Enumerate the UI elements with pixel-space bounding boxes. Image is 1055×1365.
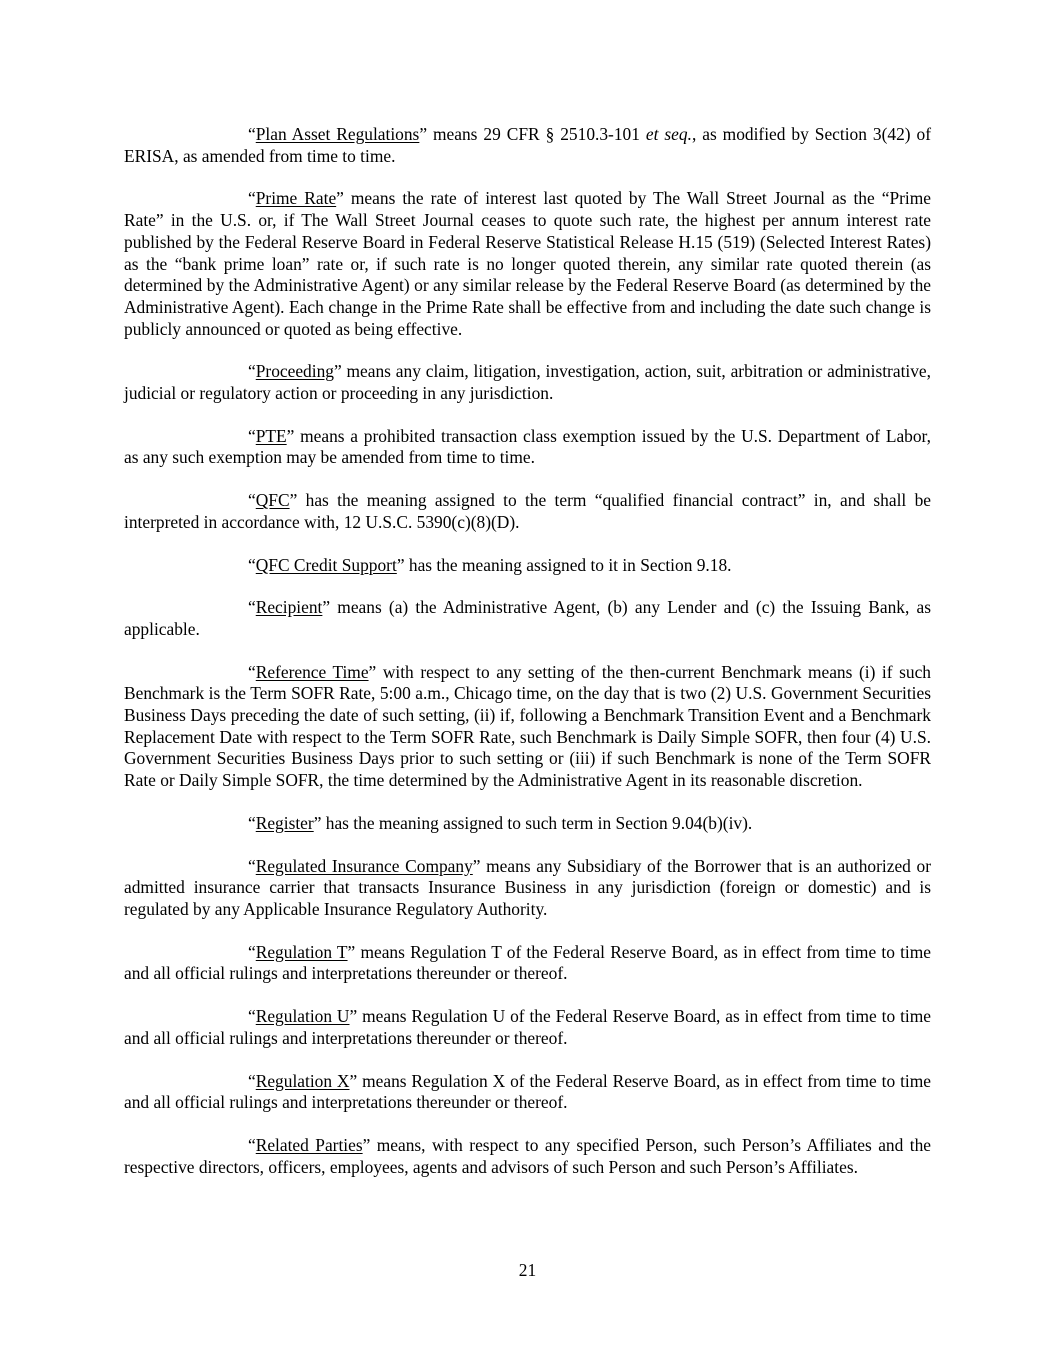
open-quote: “	[248, 361, 256, 382]
open-quote: “	[248, 124, 256, 144]
defined-term: Regulation U	[255, 1006, 350, 1027]
open-quote: “	[248, 597, 256, 618]
document-page	[124, 124, 931, 1199]
definition-text: ” means any Subsidiary of the Borrower that is an authorized or admitted insurance carrier that transacts Insurance Business in any jurisdiction (foreign or domestic) and is regulated by any Applicable Insurance Regulatory Authority.	[124, 855, 931, 919]
definition-text: ” has the meaning assigned to such term in Section 9.04(b)(iv).	[313, 812, 753, 833]
definition-regulation-u	[124, 1006, 931, 1049]
defined-term: Regulation T	[255, 941, 348, 962]
definition-regulation-t	[124, 942, 931, 985]
definition-text: ” means (a) the Administrative Agent, (b) any Lender and (c) the Issuing Bank, as applicable.	[124, 597, 931, 639]
defined-term: Proceeding	[255, 361, 334, 382]
definition-qfc-credit-support	[124, 555, 931, 577]
definition-text: ” with respect to any setting of the then-current Benchmark means (i) if such Benchmark is the Term SOFR Rate, 5:00 a.m., Chicago time, on the day that is two (2) U.S. Government Securities Business Days preceding the date of such setting, (ii) if, following a Benchmark Transition Event and a Benchmark Replacement Date with respect to the Term SOFR Rate, such Benchmark is Daily Simple SOFR, then four (4) U.S. Government Securities Business Days prior to such setting or (iii) if such Benchmark is none of the Term SOFR Rate or Daily Simple SOFR, the time determined by the Administrative Agent in its reasonable discretion.	[124, 661, 931, 791]
open-quote: “	[248, 490, 256, 511]
definition-text: ” means the rate of interest last quoted by The Wall Street Journal as the “Prime Rate” in the U.S. or, if The Wall Street Journal ceases to quote such rate, the highest per annum interest rate published by the Federal Reserve Board in Federal Reserve Statistical Release H.15 (519) (Selected Interest Rates) as the “bank prime loan” rate or, if such rate is no longer quoted therein, any similar rate quoted therein (as determined by the Administrative Agent) or any similar release by the Federal Reserve Board (as determined by the Administrative Agent). Each change in the Prime Rate shall be effective from and including the date such change is publicly announced or quoted as being effective.	[124, 188, 931, 339]
defined-term: Reference Time	[255, 661, 369, 682]
defined-term: Regulation X	[255, 1070, 350, 1091]
definition-text: ” has the meaning assigned to it in Section 9.18.	[396, 554, 732, 575]
definition-related-parties	[124, 1135, 931, 1178]
definition-prime-rate	[124, 188, 931, 340]
definition-regulation-x	[124, 1071, 931, 1114]
defined-term: QFC	[255, 490, 290, 511]
defined-term: PTE	[255, 425, 287, 446]
definition-pte	[124, 426, 931, 469]
defined-term: QFC Credit Support	[255, 554, 397, 575]
definition-regulated-insurance-company	[124, 856, 931, 921]
definition-text: ” means 29 CFR § 2510.3-101	[419, 124, 646, 144]
definition-qfc	[124, 490, 931, 533]
defined-term: Recipient	[255, 597, 323, 618]
definition-text: ” means Regulation U of the Federal Reserve Board, as in effect from time to time and all official rulings and interpretations thereunder or thereof.	[124, 1006, 931, 1048]
definition-text: ” has the meaning assigned to the term “qualified financial contract” in, and shall be interpreted in accordance with, 12 U.S.C. 5390(c)(8)(D).	[124, 490, 931, 532]
definition-text: ” means, with respect to any specified Person, such Person’s Affiliates and the respective directors, officers, employees, agents and advisors of such Person and such Person’s Affiliates.	[124, 1134, 931, 1177]
definition-text: ” means Regulation X of the Federal Reserve Board, as in effect from time to time and all official rulings and interpretations thereunder or thereof.	[124, 1070, 931, 1113]
definition-proceeding	[124, 361, 931, 404]
defined-term: Plan Asset Regulations	[255, 124, 420, 144]
definition-text: ” means any claim, litigation, investigation, action, suit, arbitration or administrative, judicial or regulatory action or proceeding in any jurisdiction.	[124, 361, 931, 404]
open-quote: “	[248, 188, 256, 209]
page-number: 21	[518, 1260, 537, 1280]
definition-register	[124, 813, 931, 835]
defined-term: Related Parties	[255, 1134, 363, 1155]
open-quote: “	[248, 855, 256, 876]
defined-term: Regulated Insurance Company	[255, 855, 473, 876]
open-quote: “	[248, 941, 256, 962]
open-quote: “	[248, 661, 256, 682]
definition-text-continued: , as modified by Section 3(42) of ERISA, as amended from time to time.	[124, 124, 932, 166]
definition-text: ” means Regulation T of the Federal Reserve Board, as in effect from time to time and all official rulings and interpretations thereunder or thereof.	[124, 941, 931, 984]
definition-reference-time	[124, 662, 931, 792]
open-quote: “	[248, 812, 256, 833]
open-quote: “	[248, 1006, 256, 1027]
open-quote: “	[248, 1134, 256, 1155]
definition-plan-asset-regulations	[124, 124, 931, 167]
definition-italic-text: et seq.	[645, 124, 692, 144]
definition-recipient	[124, 597, 931, 640]
definition-text: ” means a prohibited transaction class exemption issued by the U.S. Department of Labor, as any such exemption may be amended from time to time.	[124, 425, 931, 468]
open-quote: “	[248, 425, 256, 446]
open-quote: “	[248, 554, 256, 575]
open-quote: “	[248, 1070, 256, 1091]
defined-term: Register	[255, 812, 314, 833]
defined-term: Prime Rate	[255, 188, 337, 209]
